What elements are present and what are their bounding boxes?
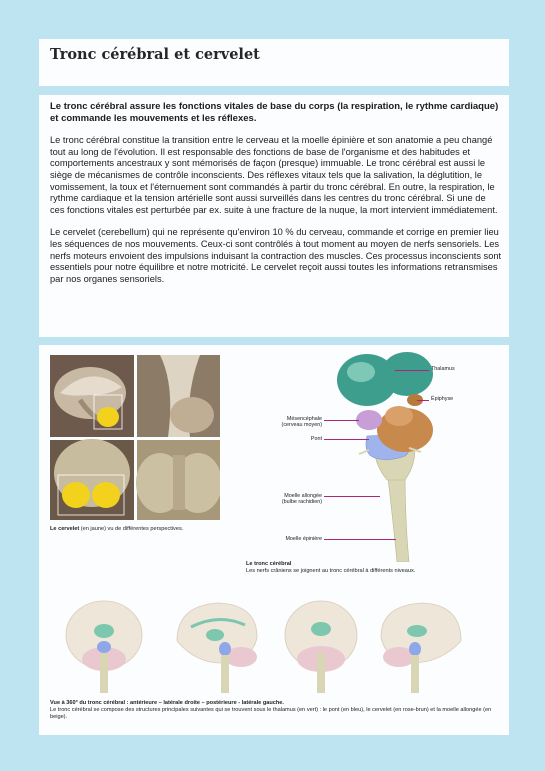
photos-caption: Le cervelet (en jaune) vu de différentes perspectives. [50, 526, 184, 532]
label-epiphyse: Épiphyse [431, 396, 454, 402]
label-thalamus: Thalamus [431, 366, 455, 372]
moelle-allongee-leader [324, 496, 380, 497]
page-title: Tronc cérébral et cervelet [50, 46, 260, 63]
thalamus-leader [395, 370, 429, 371]
cerebellum-photos [50, 355, 220, 520]
mesencephale-leader [324, 420, 359, 421]
figure-panel [39, 345, 509, 735]
brainstem-illustration [309, 350, 449, 562]
label-mesencephale: Mésencéphale (cerveau moyen) [281, 416, 322, 429]
label-moelle-epiniere: Moelle épinière [285, 536, 322, 542]
brainstem-caption: Le tronc cérébral Les nerfs crâniens se joignent au tronc cérébral à différents niveaux. [246, 561, 416, 574]
intro-paragraph-1: Le tronc cérébral constitue la transition entre le cerveau et la moelle épinière et son anatomie a peu changé tout au long de l'évolution. Il est responsable des fonctions de base de l'organisme et des habitudes et comportements ancestraux y sont mémorisés de façon (presque) immuable. Le tronc cérébral est aussi le siège de mécanismes de contrôle inconscients. Des réflexes vitaux tels que la salivation, la déglutition, le vomissement, la toux et l'éternuement sont commandés à partir du tronc cérébral. En outre, la respiration, le rythme cardiaque et la tension artérielle sont aussi surveillés dans les centres du tronc cérébral. Si une de ces fonctions vitales est perturbée par ex. suite à une fracture de la nuque, la mort intervient immédiatement. [50, 135, 498, 215]
pont-leader [324, 439, 369, 440]
intro-paragraph-2: Le cervelet (cerebellum) qui ne représente qu'environ 10 % du cerveau, commande et corrige en premier lieu les séquences de nos mouvements. Ceux-ci sont contrôlés à tout moment au moyen de nerfs sensoriels. Les nerfs moteurs envoient des impulsions induisant la contraction des muscles. Ces processus inconscients sont essentiels pour notre équilibre et notre motricité. Le cervelet reçoit aussi toutes les informations retransmises par nos organes sensoriels. [50, 227, 502, 284]
moelle-epiniere-leader [324, 539, 396, 540]
title-panel [39, 39, 509, 86]
label-pont: Pont [310, 436, 322, 442]
epiphyse-leader [417, 400, 429, 401]
text-panel [39, 95, 509, 337]
360-caption: Vue à 360° du tronc cérébral : antérieure – latérale droite – postérieure - latérale gauche. Le tronc cérébral se compose des structures principales suivantes qui se trouvent sous le thalamus (en vert) : le pont (en bleu), le cervelet (en rose-brun) et la moelle allongée (en beige). [50, 700, 492, 720]
label-moelle-allongee: Moelle allongée (bulbe rachidien) [281, 493, 322, 506]
brain-360-views [59, 597, 489, 697]
intro-lead: Le tronc cérébral assure les fonctions vitales de base du corps (la respiration, le rythme cardiaque) et commande les mouvements et les réflexes. [50, 101, 499, 124]
